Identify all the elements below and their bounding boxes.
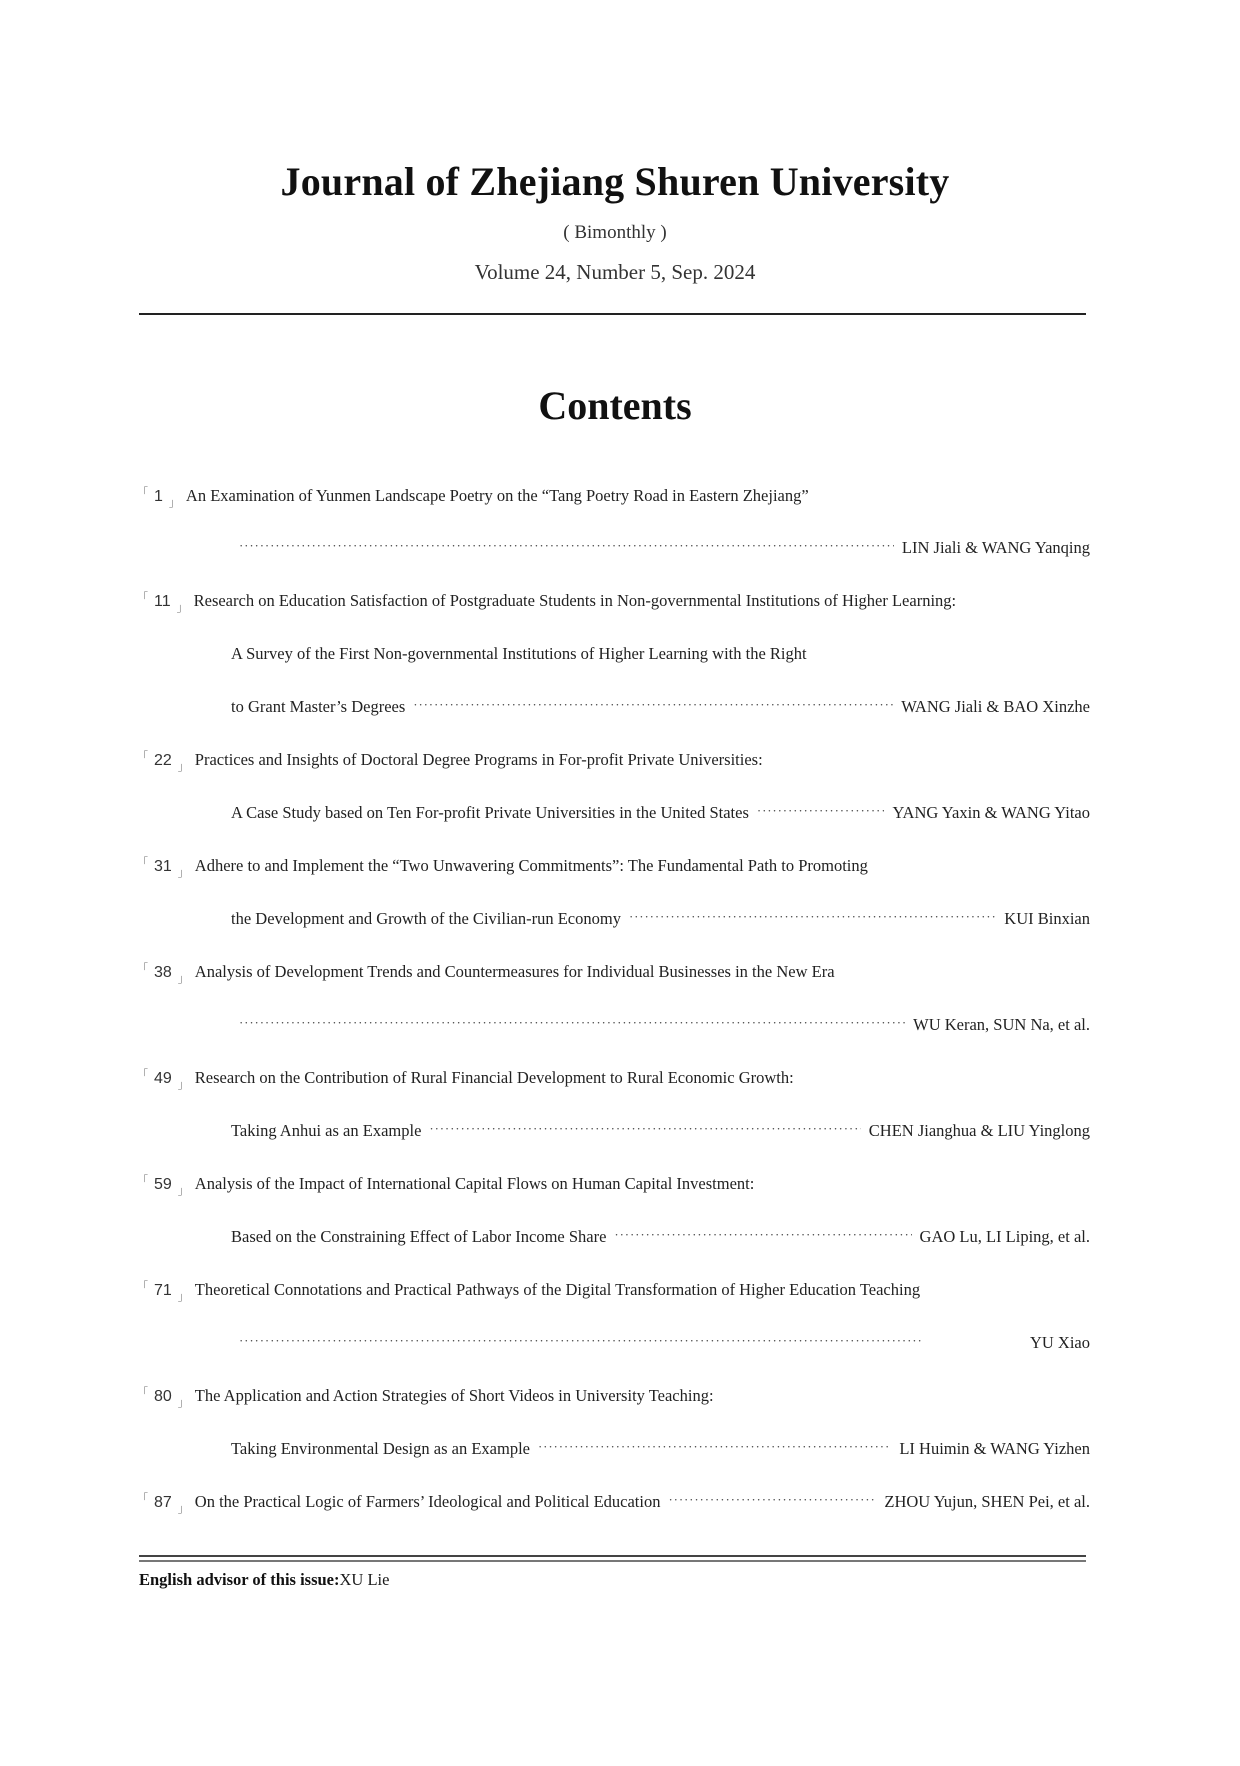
advisor-name: XU Lie	[339, 1570, 390, 1589]
leader-dots	[668, 1492, 876, 1508]
page-number: 49	[154, 1070, 172, 1087]
leader-dots	[239, 538, 894, 554]
bracket-open: 「	[137, 486, 148, 499]
article-title: Research on Education Satisfaction of Postgraduate Students in Non-governmental Institutions of Higher Learning:	[193, 591, 957, 610]
bracket-close: 」	[177, 1078, 189, 1091]
leader-dots	[757, 803, 885, 819]
leader-dots	[614, 1227, 911, 1243]
footer-rule-top	[139, 1555, 1086, 1557]
toc-entry-authors-line[interactable]	[231, 1227, 1090, 1247]
page-number: 1	[154, 488, 163, 505]
bracket-open: 「	[137, 591, 148, 604]
article-subtitle: Taking Anhui as an Example	[231, 1121, 422, 1140]
leader-dots	[413, 697, 893, 713]
bracket-open: 「	[137, 1386, 148, 1399]
article-title: Analysis of Development Trends and Countermeasures for Individual Businesses in the New Era	[194, 962, 835, 981]
page-number: 87	[154, 1494, 172, 1511]
page-number: 80	[154, 1388, 172, 1405]
bracket-open: 「	[137, 750, 148, 763]
toc-entry-authors-line[interactable]	[231, 803, 1090, 823]
bracket-close: 」	[168, 496, 180, 509]
article-subtitle: Taking Environmental Design as an Example	[231, 1439, 530, 1458]
toc-entry-title[interactable]	[137, 1068, 794, 1091]
article-title: Research on the Contribution of Rural Financial Development to Rural Economic Growth:	[194, 1068, 794, 1087]
article-authors: WANG Jiali & BAO Xinzhe	[901, 697, 1090, 716]
article-title: Practices and Insights of Doctoral Degree Programs in For-profit Private Universities:	[194, 750, 763, 769]
toc-entry-authors-line[interactable]	[231, 1015, 1090, 1035]
article-title: Adhere to and Implement the “Two Unwavering Commitments”: The Fundamental Path to Promoting	[194, 856, 868, 875]
toc-entry-authors-line[interactable]	[231, 538, 1090, 558]
article-authors: ZHOU Yujun, SHEN Pei, et al.	[884, 1492, 1090, 1511]
bracket-close: 」	[177, 972, 189, 985]
article-subtitle: Based on the Constraining Effect of Labor Income Share	[231, 1227, 607, 1246]
bracket-open: 「	[137, 1280, 148, 1293]
article-title: The Application and Action Strategies of Short Videos in University Teaching:	[194, 1386, 714, 1405]
page-number: 22	[154, 752, 172, 769]
contents-heading: Contents	[538, 383, 692, 428]
toc-entry-subtitle	[231, 644, 807, 664]
article-subtitle: A Survey of the First Non-governmental Institutions of Higher Learning with the Right	[231, 644, 807, 663]
bracket-close: 」	[177, 1502, 189, 1515]
article-subtitle: A Case Study based on Ten For-profit Private Universities in the United States	[231, 803, 749, 822]
article-authors: CHEN Jianghua & LIU Yinglong	[868, 1121, 1090, 1140]
toc-entry-title[interactable]	[137, 962, 835, 985]
article-title: On the Practical Logic of Farmers’ Ideological and Political Education	[194, 1492, 661, 1511]
issue-info: Volume 24, Number 5, Sep. 2024	[474, 260, 756, 284]
article-title: Analysis of the Impact of International Capital Flows on Human Capital Investment:	[194, 1174, 755, 1193]
page-number: 31	[154, 858, 172, 875]
toc-entry-authors-line[interactable]	[231, 697, 1090, 717]
toc-entry-authors-line[interactable]	[231, 1121, 1090, 1141]
bracket-close: 」	[176, 601, 188, 614]
page-number: 59	[154, 1176, 172, 1193]
article-authors: YU Xiao	[1029, 1333, 1090, 1352]
toc-entry-title[interactable]	[137, 1386, 714, 1409]
frequency-label: ( Bimonthly )	[563, 222, 667, 243]
toc-entry-title[interactable]	[137, 1492, 1090, 1515]
article-title: An Examination of Yunmen Landscape Poetry on the “Tang Poetry Road in Eastern Zhejiang”	[185, 486, 809, 505]
footer-rule-bottom	[139, 1560, 1086, 1562]
page-number: 38	[154, 964, 172, 981]
article-authors: YANG Yaxin & WANG Yitao	[892, 803, 1090, 822]
toc-entry-title[interactable]	[137, 1280, 921, 1303]
leader-dots	[239, 1015, 905, 1031]
toc-entry-title[interactable]	[137, 1174, 755, 1197]
english-advisor	[139, 1570, 389, 1590]
bracket-open: 「	[137, 962, 148, 975]
advisor-label: English advisor of this issue:	[139, 1570, 340, 1589]
bracket-close: 」	[177, 866, 189, 879]
toc-entry-title[interactable]	[137, 486, 809, 509]
toc-entry-authors-line[interactable]	[231, 1333, 1090, 1353]
article-authors: WU Keran, SUN Na, et al.	[913, 1015, 1090, 1034]
article-subtitle: the Development and Growth of the Civilian-run Economy	[231, 909, 621, 928]
bracket-close: 」	[177, 1396, 189, 1409]
article-authors: KUI Binxian	[1004, 909, 1090, 928]
article-subtitle: to Grant Master’s Degrees	[231, 697, 406, 716]
toc-entry-title[interactable]	[137, 856, 868, 879]
article-authors: GAO Lu, LI Liping, et al.	[919, 1227, 1090, 1246]
bracket-close: 」	[177, 1290, 189, 1303]
leader-dots	[538, 1439, 891, 1455]
toc-entry-authors-line[interactable]	[231, 909, 1090, 929]
page-number: 71	[154, 1282, 172, 1299]
leader-dots	[629, 909, 996, 925]
leader-dots	[429, 1121, 860, 1137]
toc-entry-title[interactable]	[137, 591, 957, 614]
toc-entry-authors-line[interactable]	[231, 1439, 1090, 1459]
bracket-open: 「	[137, 856, 148, 869]
bracket-open: 「	[137, 1068, 148, 1081]
bracket-close: 」	[177, 1184, 189, 1197]
journal-title: Journal of Zhejiang Shuren University	[280, 159, 950, 204]
bracket-open: 「	[137, 1174, 148, 1187]
page-number: 11	[154, 593, 171, 610]
bracket-open: 「	[137, 1492, 148, 1505]
article-title: Theoretical Connotations and Practical Pathways of the Digital Transformation of Higher Education Teaching	[194, 1280, 921, 1299]
article-authors: LI Huimin & WANG Yizhen	[899, 1439, 1090, 1458]
bracket-close: 」	[177, 760, 189, 773]
toc-entry-title[interactable]	[137, 750, 763, 773]
leader-dots	[239, 1333, 1022, 1349]
article-authors: LIN Jiali & WANG Yanqing	[901, 538, 1090, 557]
